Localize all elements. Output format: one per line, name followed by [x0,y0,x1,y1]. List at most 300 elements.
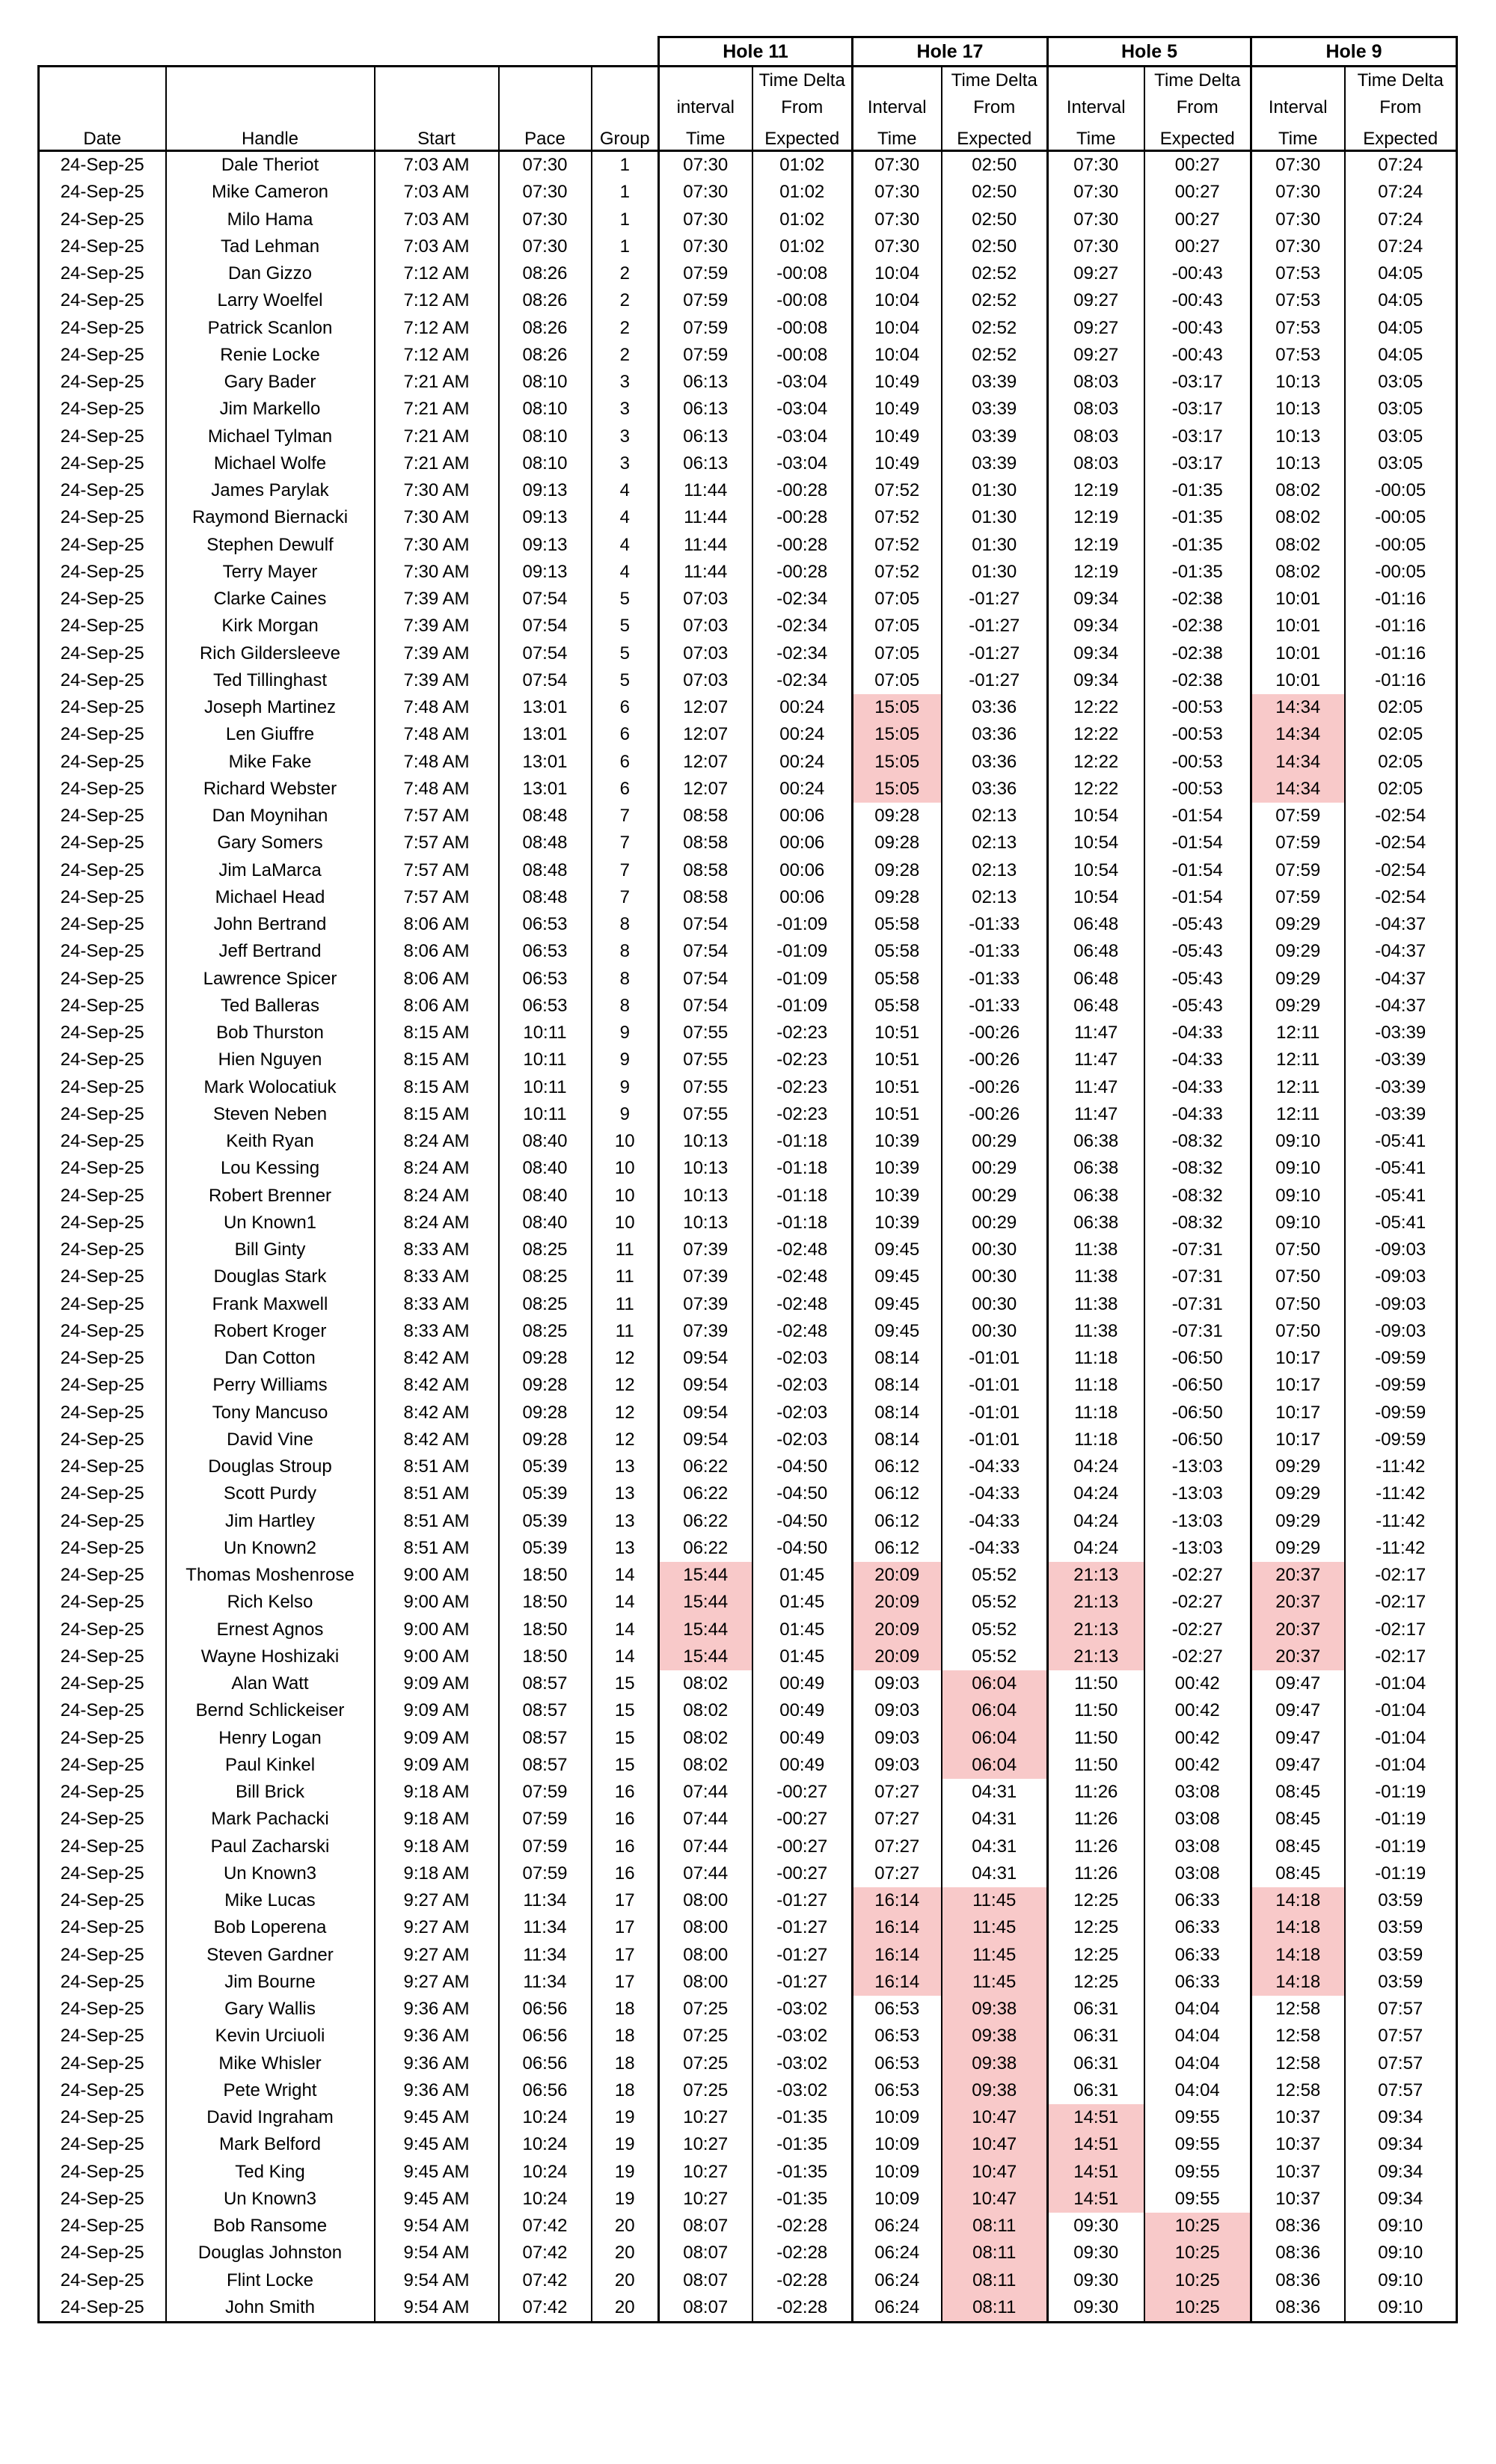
hole17-interval-cell: 07:27 [853,1779,942,1806]
group-cell: 8 [592,911,659,938]
start-cell: 9:45 AM [375,2186,499,2213]
hole9-delta-cell: -00:05 [1345,504,1457,531]
hole5-interval-cell: 11:47 [1048,1020,1144,1046]
start-cell: 9:36 AM [375,2050,499,2077]
hole5-interval-cell: 06:31 [1048,2077,1144,2104]
date-cell: 24-Sep-25 [39,1752,166,1779]
group-cell: 11 [592,1236,659,1263]
handle-cell: Stephen Dewulf [166,532,375,559]
group-cell: 3 [592,369,659,396]
group-cell: 1 [592,151,659,180]
start-cell: 8:42 AM [375,1426,499,1453]
hole11-interval-cell: 06:22 [659,1535,752,1562]
hole17-interval-cell: 07:30 [853,206,942,233]
handle-cell: David Vine [166,1426,375,1453]
hole17-delta-cell: -04:33 [942,1453,1048,1480]
start-cell: 9:00 AM [375,1589,499,1616]
table-row [39,342,1457,369]
column-header-row-3 [39,121,1457,151]
start-cell: 7:21 AM [375,423,499,450]
handle-cell: Kirk Morgan [166,613,375,640]
group-cell: 3 [592,450,659,477]
hole11-delta-cell: -00:28 [752,477,853,504]
hole9-interval-cell: 10:01 [1251,586,1345,613]
column-header-row-1 [39,67,1457,95]
hole5-delta-cell: -01:35 [1144,504,1251,531]
hole9-interval-cell: 09:29 [1251,1508,1345,1535]
time-label: Time [1251,121,1345,151]
hole11-delta-cell: -02:34 [752,667,853,694]
pace-cell: 05:39 [499,1508,592,1535]
hole9-delta-cell: 07:57 [1345,2050,1457,2077]
hole5-delta-cell: 09:55 [1144,2159,1251,2186]
hole5-interval-cell: 11:38 [1048,1236,1144,1263]
hole11-delta-cell: -00:27 [752,1806,853,1833]
hole9-delta-cell: -02:54 [1345,884,1457,911]
hole11-interval-cell: 06:22 [659,1508,752,1535]
pace-cell: 05:39 [499,1480,592,1507]
hole11-delta-cell: -00:27 [752,1860,853,1887]
group-cell: 14 [592,1562,659,1589]
start-cell: 8:06 AM [375,911,499,938]
hole11-interval-cell: 07:54 [659,966,752,993]
date-cell: 24-Sep-25 [39,694,166,721]
hole5-delta-cell: -06:50 [1144,1372,1251,1399]
pace-cell: 08:48 [499,830,592,856]
group-cell: 13 [592,1508,659,1535]
hole17-interval-cell: 16:14 [853,1969,942,1996]
hole5-interval-cell: 11:18 [1048,1400,1144,1426]
hole17-interval-cell: 07:05 [853,667,942,694]
hole9-delta-cell: -04:37 [1345,911,1457,938]
hole9-delta-cell: 04:05 [1345,315,1457,342]
hole5-delta-cell: -01:35 [1144,559,1251,586]
start-cell: 8:15 AM [375,1020,499,1046]
hole11-interval-cell: 15:44 [659,1643,752,1670]
hole5-interval-cell: 07:30 [1048,206,1144,233]
table-row [39,2159,1457,2186]
hole11-interval-cell: 07:03 [659,613,752,640]
pace-cell: 07:42 [499,2240,592,2267]
group-cell: 6 [592,776,659,803]
start-cell: 9:09 AM [375,1725,499,1752]
date-cell: 24-Sep-25 [39,2104,166,2131]
hole9-interval-cell: 12:58 [1251,2077,1345,2104]
hole5-interval-cell: 12:22 [1048,721,1144,748]
start-cell: 8:51 AM [375,1453,499,1480]
hole9-delta-cell: 09:34 [1345,2186,1457,2213]
hole9-delta-cell: 07:24 [1345,233,1457,260]
hole9-interval-cell: 10:37 [1251,2159,1345,2186]
handle-cell: Dan Moynihan [166,803,375,830]
date-cell: 24-Sep-25 [39,2050,166,2077]
handle-cell: Frank Maxwell [166,1291,375,1318]
hole5-interval-cell: 08:03 [1048,396,1144,423]
handle-cell: Michael Head [166,884,375,911]
date-cell: 24-Sep-25 [39,532,166,559]
date-cell: 24-Sep-25 [39,1318,166,1345]
table-row [39,966,1457,993]
hole9-delta-cell: 03:59 [1345,1887,1457,1914]
start-cell: 8:51 AM [375,1535,499,1562]
hole17-interval-cell: 10:49 [853,450,942,477]
date-cell: 24-Sep-25 [39,287,166,314]
table-row [39,1887,1457,1914]
pace-cell: 06:53 [499,911,592,938]
hole11-delta-cell: -02:48 [752,1236,853,1263]
hole11-interval-cell: 12:07 [659,721,752,748]
hole9-delta-cell: -01:16 [1345,667,1457,694]
hole9-interval-cell: 08:36 [1251,2213,1345,2240]
table-row [39,532,1457,559]
hole17-delta-cell: -01:01 [942,1426,1048,1453]
group-cell: 4 [592,477,659,504]
hole9-interval-cell: 07:53 [1251,260,1345,287]
hole9-interval-cell: 10:17 [1251,1426,1345,1453]
hole5-delta-cell: -07:31 [1144,1263,1251,1290]
hole17-interval-cell: 06:12 [853,1480,942,1507]
hole11-interval-cell: 08:58 [659,884,752,911]
start-cell: 9:27 AM [375,1969,499,1996]
handle-cell: Mark Wolocatiuk [166,1074,375,1101]
hole11-interval-cell: 07:54 [659,993,752,1020]
date-cell: 24-Sep-25 [39,2077,166,2104]
group-cell: 7 [592,884,659,911]
pace-cell: 05:39 [499,1453,592,1480]
start-cell: 8:24 AM [375,1183,499,1210]
hole5-interval-cell: 11:26 [1048,1833,1144,1860]
table-row [39,504,1457,531]
hole11-delta-cell: 01:45 [752,1562,853,1589]
hole9-interval-cell: 08:45 [1251,1779,1345,1806]
group-cell: 20 [592,2294,659,2323]
hole9-interval-cell: 14:18 [1251,1914,1345,1941]
hole9-delta-cell: -02:54 [1345,830,1457,856]
date-cell: 24-Sep-25 [39,260,166,287]
pace-cell: 08:40 [499,1128,592,1155]
hole11-delta-cell: -03:02 [752,2023,853,2050]
delta-label: Time Delta [942,67,1048,95]
hole17-interval-cell: 07:27 [853,1860,942,1887]
start-cell: 8:15 AM [375,1046,499,1073]
hole17-delta-cell: 00:30 [942,1236,1048,1263]
hole9-delta-cell: 04:05 [1345,287,1457,314]
hole11-delta-cell: -01:18 [752,1128,853,1155]
expected-label: Expected [752,121,853,151]
hole17-delta-cell: 00:29 [942,1128,1048,1155]
table-row [39,1074,1457,1101]
delta-label: Time Delta [1345,67,1457,95]
pace-cell: 06:56 [499,1996,592,2023]
date-cell: 24-Sep-25 [39,776,166,803]
hole5-delta-cell: -02:38 [1144,640,1251,667]
hole11-interval-cell: 06:13 [659,369,752,396]
hole11-delta-cell: 01:02 [752,151,853,180]
hole17-delta-cell: 02:52 [942,287,1048,314]
pace-cell: 08:26 [499,315,592,342]
hole11-interval-cell: 15:44 [659,1616,752,1643]
group-cell: 12 [592,1345,659,1372]
pace-cell: 07:30 [499,151,592,180]
hole11-interval-cell: 08:00 [659,1942,752,1969]
hole5-interval-cell: 09:34 [1048,667,1144,694]
hole5-interval-cell: 11:26 [1048,1806,1144,1833]
hole5-interval-cell: 04:24 [1048,1508,1144,1535]
pace-cell: 08:10 [499,369,592,396]
hole9-delta-cell: 03:59 [1345,1942,1457,1969]
hole11-delta-cell: 00:24 [752,749,853,776]
table-row [39,1183,1457,1210]
table-row [39,1806,1457,1833]
group-cell: 6 [592,694,659,721]
pace-cell: 07:59 [499,1806,592,1833]
hole5-delta-cell: 09:55 [1144,2104,1251,2131]
hole17-delta-cell: 09:38 [942,1996,1048,2023]
hole9-delta-cell: -09:59 [1345,1345,1457,1372]
hole9-interval-cell: 14:18 [1251,1969,1345,1996]
hole5-delta-cell: 00:27 [1144,206,1251,233]
table-row [39,559,1457,586]
hole17-interval-cell: 10:49 [853,369,942,396]
hole5-interval-cell: 09:34 [1048,640,1144,667]
table-row [39,640,1457,667]
hole5-interval-cell: 07:30 [1048,179,1144,206]
hole5-interval-cell: 06:38 [1048,1128,1144,1155]
date-cell: 24-Sep-25 [39,1860,166,1887]
group-cell: 14 [592,1643,659,1670]
hole9-delta-cell: -09:59 [1345,1372,1457,1399]
hole5-interval-cell: 06:31 [1048,2023,1144,2050]
hole11-delta-cell: 01:02 [752,206,853,233]
group-cell: 3 [592,423,659,450]
start-cell: 7:03 AM [375,233,499,260]
hole17-delta-cell: -01:27 [942,613,1048,640]
hole17-delta-cell: 03:39 [942,396,1048,423]
hole17-interval-cell: 07:52 [853,559,942,586]
hole17-delta-cell: 01:30 [942,504,1048,531]
hole11-delta-cell: -02:28 [752,2240,853,2267]
hole9-delta-cell: 09:10 [1345,2294,1457,2323]
hole11-interval-cell: 10:27 [659,2131,752,2158]
hole5-delta-cell: -03:17 [1144,369,1251,396]
pace-cell: 06:56 [499,2050,592,2077]
hole9-delta-cell: 04:05 [1345,260,1457,287]
hole11-delta-cell: -01:09 [752,993,853,1020]
hole9-delta-cell: -05:41 [1345,1155,1457,1182]
hole11-delta-cell: -04:50 [752,1453,853,1480]
hole11-interval-cell: 06:13 [659,396,752,423]
hole11-interval-cell: 10:27 [659,2186,752,2213]
hole11-interval-cell: 07:44 [659,1833,752,1860]
hole17-interval-cell: 07:52 [853,532,942,559]
start-cell: 7:03 AM [375,179,499,206]
hole17-interval-cell: 05:58 [853,938,942,965]
hole9-delta-cell: -03:39 [1345,1020,1457,1046]
hole5-delta-cell: 10:25 [1144,2294,1251,2323]
hole17-delta-cell: 05:52 [942,1643,1048,1670]
hole9-delta-cell: 03:59 [1345,1914,1457,1941]
hole11-interval-cell: 07:03 [659,667,752,694]
hole17-delta-cell: 02:52 [942,315,1048,342]
hole17-interval-cell: 08:14 [853,1345,942,1372]
hole5-interval-cell: 04:24 [1048,1453,1144,1480]
pace-cell: 08:57 [499,1697,592,1724]
start-cell: 8:42 AM [375,1372,499,1399]
hole9-interval-cell: 08:02 [1251,532,1345,559]
group-cell: 20 [592,2213,659,2240]
handle-cell: Bob Loperena [166,1914,375,1941]
hole11-delta-cell: -00:08 [752,260,853,287]
hole17-interval-cell: 10:39 [853,1128,942,1155]
group-cell: 9 [592,1074,659,1101]
hole17-delta-cell: 02:52 [942,260,1048,287]
handle-cell: Douglas Stroup [166,1453,375,1480]
start-cell: 8:15 AM [375,1101,499,1128]
hole17-interval-cell: 20:09 [853,1616,942,1643]
hole5-interval-cell: 06:48 [1048,993,1144,1020]
handle-cell: Scott Purdy [166,1480,375,1507]
table-row [39,1155,1457,1182]
hole9-interval-cell: 07:59 [1251,830,1345,856]
hole5-delta-cell: 00:27 [1144,179,1251,206]
hole11-delta-cell: -01:27 [752,1887,853,1914]
date-cell: 24-Sep-25 [39,938,166,965]
hole11-delta-cell: -00:08 [752,342,853,369]
hole17-delta-cell: 04:31 [942,1806,1048,1833]
pace-cell: 18:50 [499,1616,592,1643]
handle-cell: Jim Markello [166,396,375,423]
hole5-interval-cell: 11:50 [1048,1670,1144,1697]
hole11-interval-cell: 15:44 [659,1589,752,1616]
start-cell: 9:00 AM [375,1643,499,1670]
hole9-delta-cell: -01:04 [1345,1752,1457,1779]
hole11-interval-cell: 11:44 [659,532,752,559]
hole17-interval-cell: 06:24 [853,2213,942,2240]
pace-cell: 07:59 [499,1860,592,1887]
hole5-delta-cell: -08:32 [1144,1210,1251,1236]
table-row [39,450,1457,477]
hole-9-header: Hole 9 [1251,37,1457,67]
table-row [39,803,1457,830]
hole11-delta-cell: -01:27 [752,1914,853,1941]
hole5-delta-cell: -03:17 [1144,450,1251,477]
date-cell: 24-Sep-25 [39,1643,166,1670]
handle-cell: Un Known2 [166,1535,375,1562]
hole11-delta-cell: 00:49 [752,1697,853,1724]
hole9-delta-cell: 03:05 [1345,423,1457,450]
hole17-interval-cell: 10:09 [853,2186,942,2213]
table-row [39,721,1457,748]
hole11-interval-cell: 08:07 [659,2240,752,2267]
hole17-delta-cell: 00:30 [942,1291,1048,1318]
group-cell: 5 [592,640,659,667]
hole5-delta-cell: -04:33 [1144,1020,1251,1046]
hole9-interval-cell: 08:45 [1251,1806,1345,1833]
group-cell: 9 [592,1101,659,1128]
group-cell: 13 [592,1535,659,1562]
pace-cell: 08:25 [499,1291,592,1318]
hole17-interval-cell: 10:09 [853,2159,942,2186]
table-row [39,1616,1457,1643]
pace-cell: 06:56 [499,2023,592,2050]
hole17-interval-cell: 15:05 [853,694,942,721]
date-cell: 24-Sep-25 [39,1725,166,1752]
group-cell: 17 [592,1887,659,1914]
handle-cell: Tad Lehman [166,233,375,260]
hole-5-header: Hole 5 [1048,37,1251,67]
hole5-interval-cell: 21:13 [1048,1589,1144,1616]
hole5-delta-cell: -04:33 [1144,1046,1251,1073]
hole9-delta-cell: 07:57 [1345,1996,1457,2023]
hole11-delta-cell: -03:02 [752,1996,853,2023]
hole5-delta-cell: -05:43 [1144,911,1251,938]
start-cell: 9:45 AM [375,2131,499,2158]
date-cell: 24-Sep-25 [39,206,166,233]
pace-cell: 10:11 [499,1020,592,1046]
date-cell: 24-Sep-25 [39,1426,166,1453]
hole9-delta-cell: -01:19 [1345,1833,1457,1860]
hole9-delta-cell: -02:17 [1345,1643,1457,1670]
hole11-delta-cell: -00:27 [752,1779,853,1806]
start-cell: 8:33 AM [375,1318,499,1345]
hole11-interval-cell: 07:25 [659,2023,752,2050]
pace-cell: 06:53 [499,993,592,1020]
group-cell: 16 [592,1860,659,1887]
hole17-delta-cell: 09:38 [942,2050,1048,2077]
hole5-interval-cell: 11:18 [1048,1372,1144,1399]
hole9-interval-cell: 09:29 [1251,1453,1345,1480]
hole9-interval-cell: 07:50 [1251,1291,1345,1318]
table-row [39,2131,1457,2158]
group-cell: 3 [592,396,659,423]
handle-cell: Tony Mancuso [166,1400,375,1426]
hole11-delta-cell: 00:49 [752,1670,853,1697]
group-cell: 16 [592,1806,659,1833]
hole9-interval-cell: 07:59 [1251,857,1345,884]
hole9-interval-cell: 10:13 [1251,369,1345,396]
hole17-interval-cell: 06:24 [853,2294,942,2323]
date-cell: 24-Sep-25 [39,179,166,206]
date-cell: 24-Sep-25 [39,1046,166,1073]
pace-cell: 08:25 [499,1318,592,1345]
pace-cell: 08:40 [499,1183,592,1210]
pace-cell: 07:42 [499,2267,592,2294]
hole11-interval-cell: 07:39 [659,1236,752,1263]
group-cell: 4 [592,504,659,531]
table-row [39,1263,1457,1290]
hole11-delta-cell: -01:09 [752,938,853,965]
hole9-delta-cell: -02:54 [1345,803,1457,830]
hole5-delta-cell: -02:38 [1144,613,1251,640]
table-row [39,857,1457,884]
hole9-delta-cell: -04:37 [1345,993,1457,1020]
hole11-interval-cell: 08:02 [659,1725,752,1752]
pace-cell: 07:42 [499,2294,592,2323]
hole9-delta-cell: -09:59 [1345,1400,1457,1426]
start-cell: 8:06 AM [375,966,499,993]
pace-cell: 11:34 [499,1887,592,1914]
pace-cell: 05:39 [499,1535,592,1562]
start-cell: 7:12 AM [375,287,499,314]
table-row [39,179,1457,206]
group-cell: 4 [592,532,659,559]
table-row [39,1020,1457,1046]
group-cell: 8 [592,966,659,993]
hole11-interval-cell: 11:44 [659,504,752,531]
group-cell: 10 [592,1128,659,1155]
start-cell: 8:33 AM [375,1236,499,1263]
hole9-interval-cell: 07:50 [1251,1263,1345,1290]
